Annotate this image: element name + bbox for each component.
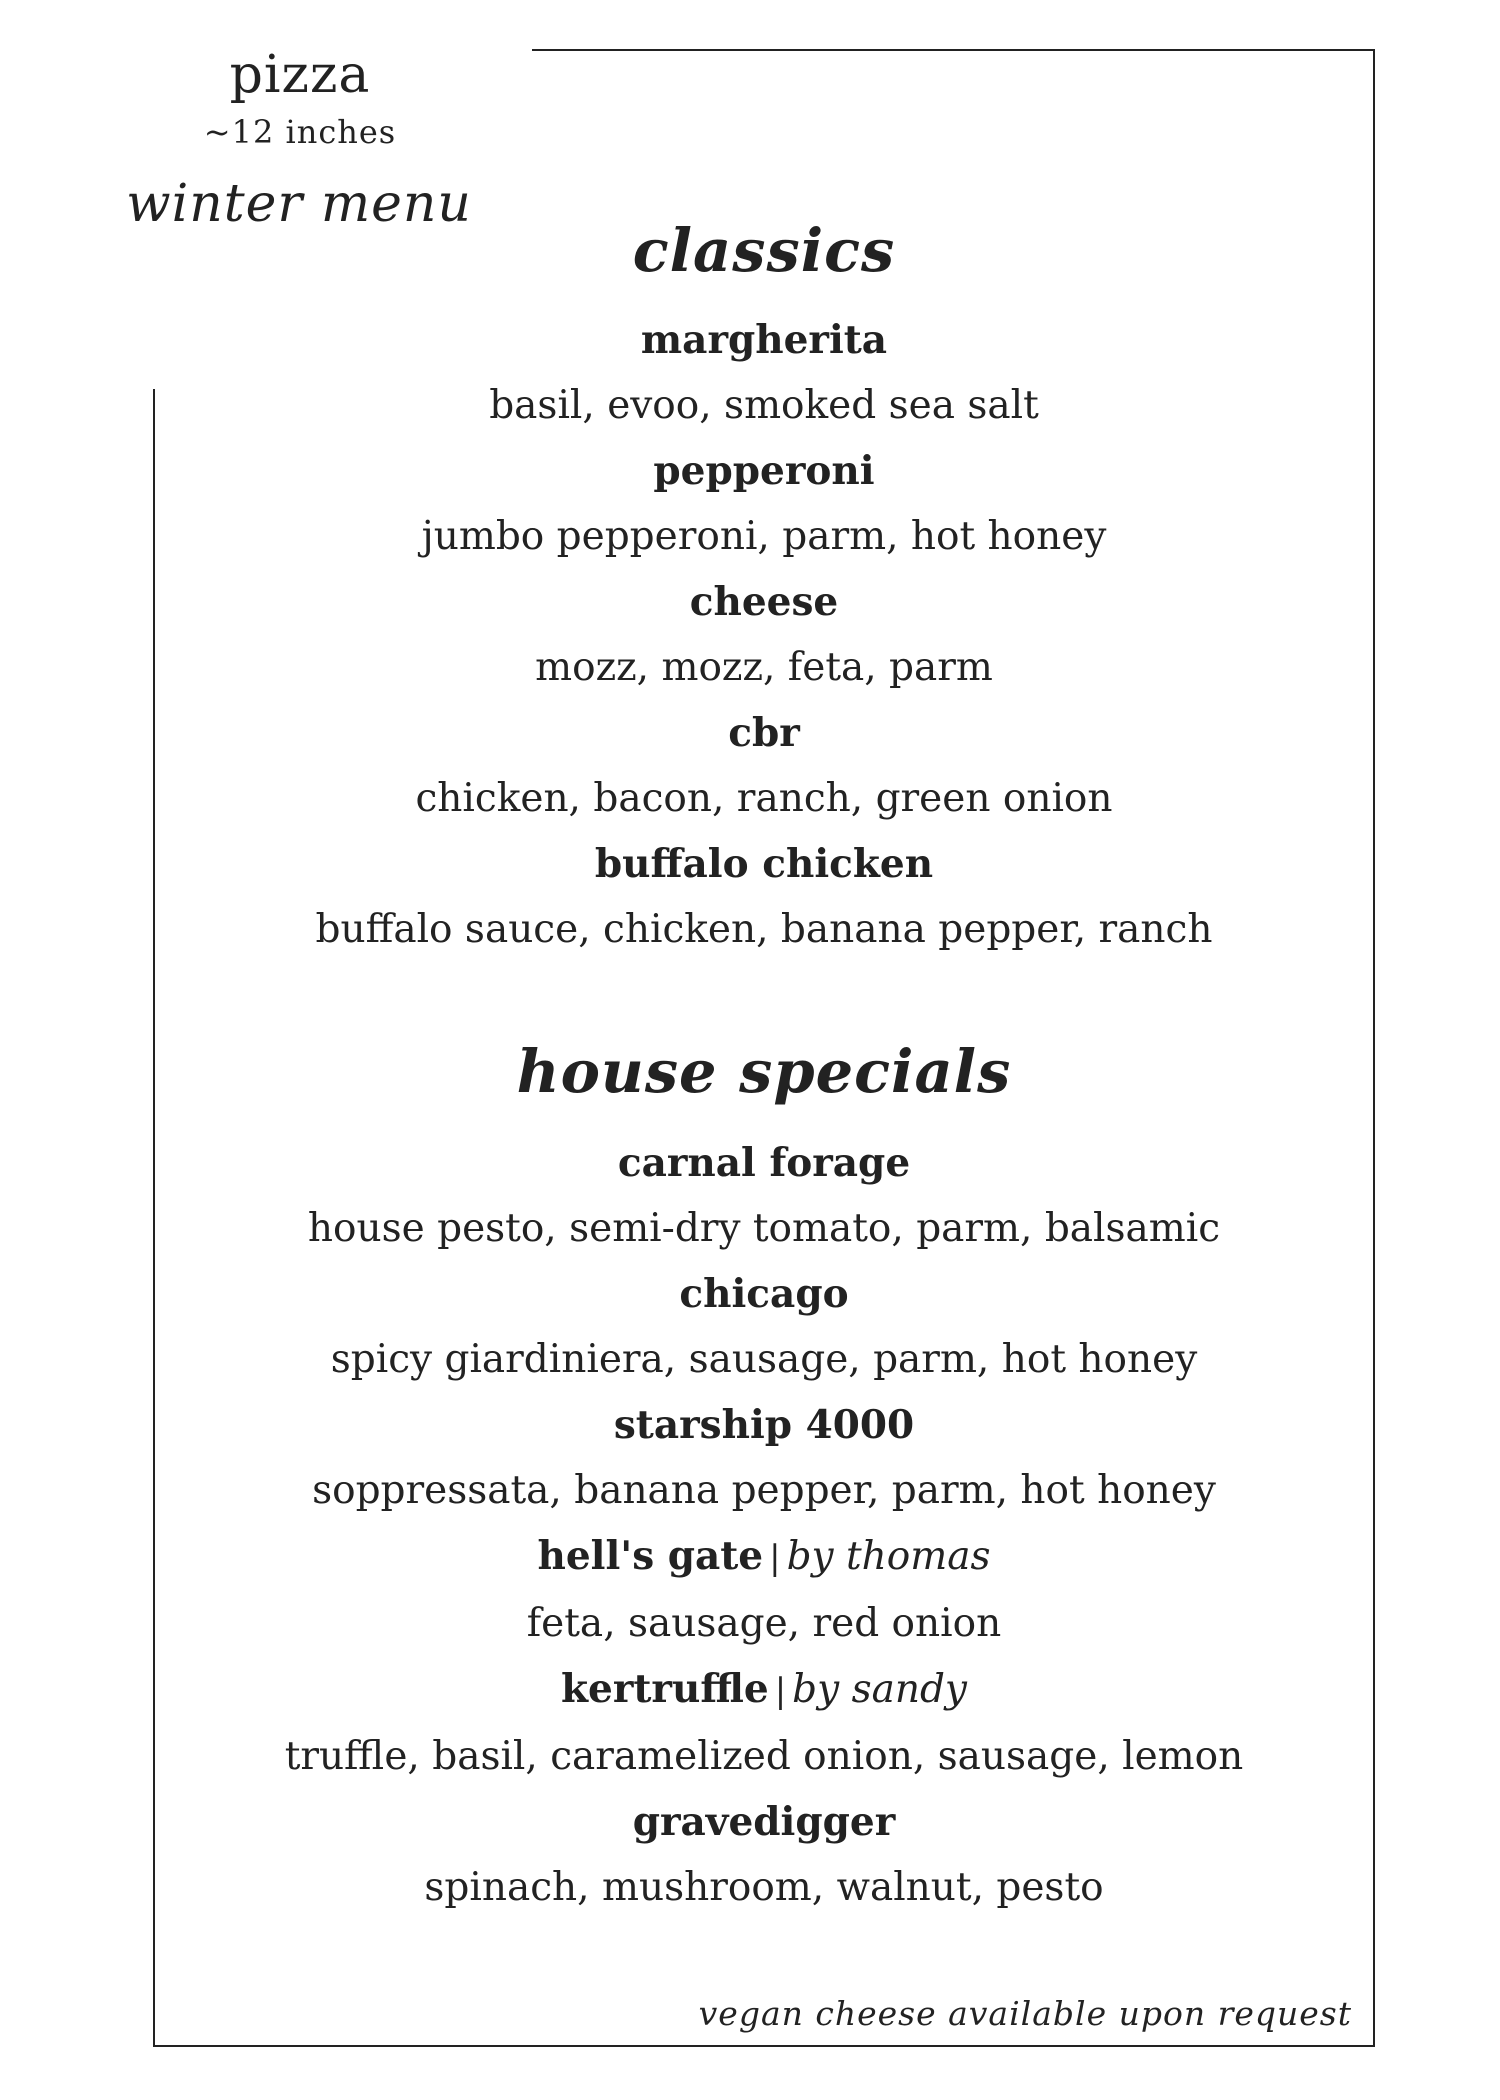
- section-title-classics: classics: [632, 216, 896, 285]
- menu-item-desc: mozz, mozz, feta, parm: [535, 645, 993, 690]
- specials-list: [155, 1130, 1373, 1920]
- menu-item-desc: basil, evoo, smoked sea salt: [489, 383, 1039, 428]
- menu-item-name-with-credit: [155, 1656, 1373, 1724]
- menu-item-desc: soppressata, banana pepper, parm, hot honey: [312, 1468, 1216, 1513]
- menu-item-desc: feta, sausage, red onion: [526, 1601, 1002, 1646]
- menu-item-name: margherita: [640, 317, 888, 363]
- pizza-size: ~12 inches: [203, 113, 397, 151]
- menu-item-name: hell's gate: [537, 1533, 764, 1579]
- vegan-footnote: vegan cheese available upon request: [698, 1994, 1352, 2033]
- menu-title: pizza: [229, 45, 371, 105]
- menu-item-desc: truffle, basil, caramelized onion, sausage, lemon: [284, 1734, 1244, 1779]
- menu-item-name: starship 4000: [613, 1402, 915, 1448]
- frame-bottom-border: [153, 2045, 1375, 2047]
- menu-item-name: cheese: [689, 579, 839, 625]
- menu-item-name-with-credit: [155, 1523, 1373, 1591]
- menu-item-name: cbr: [728, 710, 800, 756]
- menu-item-name: buffalo chicken: [594, 841, 934, 887]
- frame-right-border: [1373, 49, 1375, 2047]
- classics-list: [155, 307, 1373, 962]
- menu-item-name: carnal forage: [617, 1140, 911, 1186]
- menu-name: winter menu: [126, 174, 472, 234]
- menu-item-name: pepperoni: [653, 448, 875, 494]
- credit-separator: |: [774, 1671, 787, 1711]
- menu-item-name: chicago: [679, 1271, 849, 1317]
- menu-item-desc: spinach, mushroom, walnut, pesto: [424, 1865, 1104, 1910]
- menu-item-name: kertruffle: [561, 1666, 769, 1712]
- menu-item-credit: by sandy: [792, 1667, 967, 1712]
- menu-item-desc: jumbo pepperoni, parm, hot honey: [421, 514, 1107, 559]
- frame-top-border: [532, 49, 1375, 51]
- menu-item-desc: spicy giardiniera, sausage, parm, hot honey: [330, 1337, 1198, 1382]
- section-title-house-specials: house specials: [516, 1037, 1012, 1106]
- menu-content: [155, 205, 1373, 1920]
- menu-item-name: gravedigger: [632, 1799, 896, 1845]
- menu-item-desc: house pesto, semi-dry tomato, parm, balsamic: [307, 1206, 1221, 1251]
- menu-item-credit: by thomas: [786, 1534, 991, 1579]
- credit-separator: |: [769, 1538, 781, 1578]
- menu-item-desc: chicken, bacon, ranch, green onion: [415, 776, 1113, 821]
- menu-item-desc: buffalo sauce, chicken, banana pepper, ranch: [315, 907, 1213, 952]
